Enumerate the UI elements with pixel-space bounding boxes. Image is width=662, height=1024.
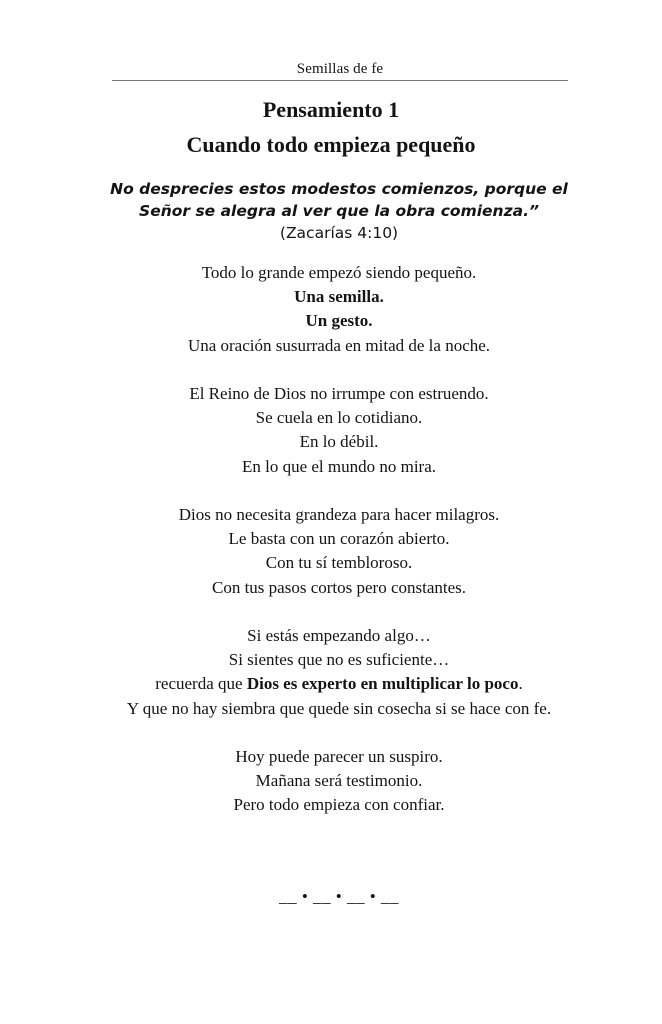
poem-body xyxy=(0,261,662,818)
chapter-title: Cuando todo empieza pequeño xyxy=(186,132,476,157)
stanza-4-line-3-end: . xyxy=(518,674,523,694)
stanza-4-line-4: Y que no hay siembra que quede sin cosecha si se hace con fe. xyxy=(126,698,552,718)
stanza-3-line-2: Le basta con un corazón abierto. xyxy=(228,529,450,549)
stanza-5-line-2: Mañana será testimonio. xyxy=(255,771,423,791)
stanza-1-line-1: Todo lo grande empezó siendo pequeño. xyxy=(201,263,477,282)
stanza-3-line-3: Con tu sí tembloroso. xyxy=(265,553,413,573)
stanza-4-line-3-start: recuerda que xyxy=(155,674,247,694)
stanza-3-line-4: Con tus pasos cortos pero constantes. xyxy=(211,577,467,597)
epigraph-line-1: No desprecies estos modestos comienzos, porque el xyxy=(110,180,568,198)
header-rule xyxy=(112,80,568,81)
stanza-gap xyxy=(0,721,662,745)
stanza-2-line-4: En lo que el mundo no mira. xyxy=(241,456,437,476)
stanza-4-line-3 xyxy=(0,672,662,696)
stanza-2-line-1: El Reino de Dios no irrumpe con estruendo. xyxy=(189,384,489,403)
stanza-gap xyxy=(0,479,662,503)
stanza-5-line-3: Pero todo empieza con confiar. xyxy=(233,795,445,815)
stanza-gap xyxy=(0,358,662,382)
stanza-4-line-3-emphasis: Dios es experto en multiplicar lo poco xyxy=(246,674,519,694)
stanza-2-line-2: Se cuela en lo cotidiano. xyxy=(255,408,423,428)
stanza-1-line-2: Una semilla. xyxy=(294,287,384,307)
stanza-2-line-3: En lo débil. xyxy=(299,432,379,452)
chapter-number: Pensamiento 1 xyxy=(262,97,400,122)
stanza-4-line-1: Si estás empezando algo… xyxy=(247,626,431,645)
section-ornament: __ • __ • __ • __ xyxy=(279,887,399,906)
stanza-3-line-1: Dios no necesita grandeza para hacer milagros. xyxy=(178,505,500,524)
stanza-4-line-2: Si sientes que no es suficiente… xyxy=(228,650,450,670)
stanza-gap xyxy=(0,600,662,624)
stanza-5-line-1: Hoy puede parecer un suspiro. xyxy=(235,747,443,766)
stanza-1-line-3: Un gesto. xyxy=(305,311,373,331)
epigraph-quote xyxy=(0,178,662,244)
running-header: Semillas de fe xyxy=(296,61,384,77)
epigraph-reference: (Zacarías 4:10) xyxy=(279,224,399,242)
epigraph-line-2: Señor se alegra al ver que la obra comienza.” xyxy=(139,202,539,220)
stanza-1-line-4: Una oración susurrada en mitad de la noche. xyxy=(187,335,491,355)
